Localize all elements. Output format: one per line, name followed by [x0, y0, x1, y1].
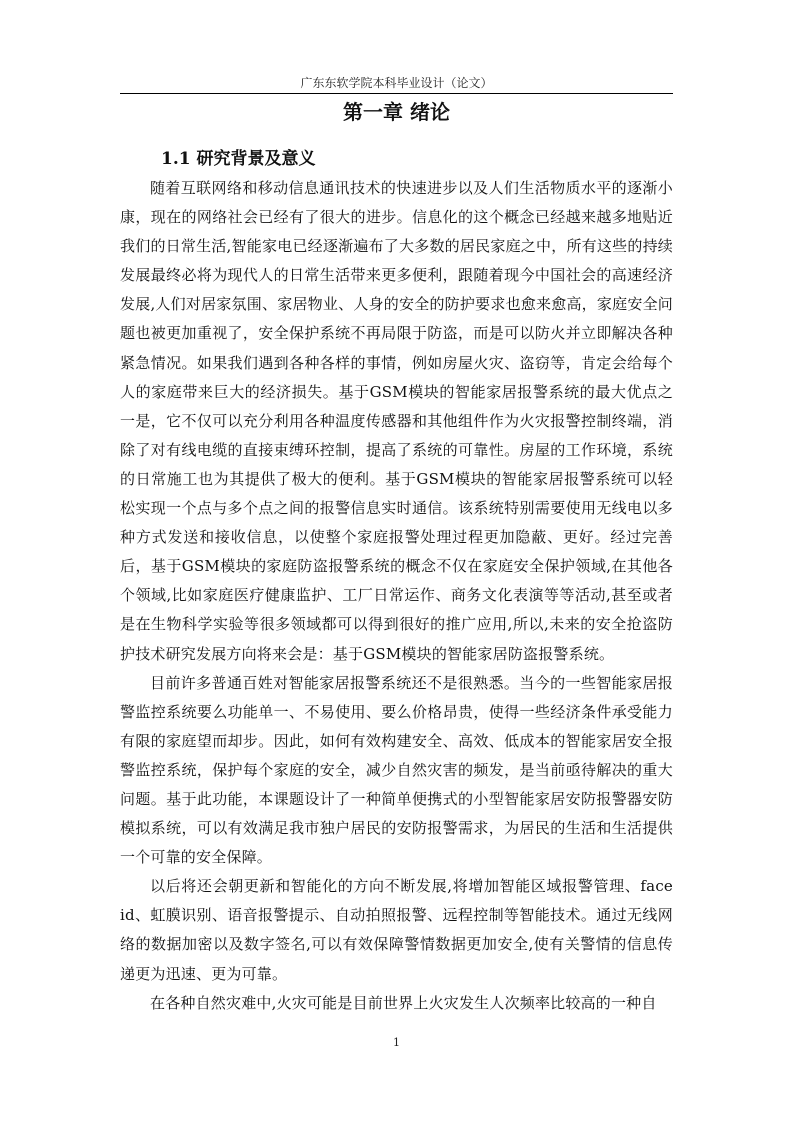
paragraph: 目前许多普通百姓对智能家居报警系统还不是很熟悉。当今的一些智能家居报警监控系统要么功能单一、不易使用、要么价格昂贵，使得一些经济条件承受能力有限的家庭望而却步。因此，如何有效构建安全、高效、低成本的智能家居安全报警监控系统，保护每个家庭的安全，减少自然灾害的频发，是当前亟待解决的重大问题。基于此功能，本课题设计了一种简单便携式的小型智能家居安防报警器安防模拟系统，可以有效满足我市独户居民的安防报警需求，为居民的生活和生活提供一个可靠的安全保障。	[120, 673, 673, 867]
body-text	[120, 174, 673, 1018]
running-header: 广东东软学院本科毕业设计（论文）	[300, 76, 493, 90]
section-title: 1.1 研究背景及意义	[161, 149, 316, 169]
page-number: 1	[393, 1036, 400, 1049]
header-divider	[120, 93, 673, 94]
paragraph: 随着互联网络和移动信息通讯技术的快速进步以及人们生活物质水平的逐渐小康，现在的网络社会已经有了很大的进步。信息化的这个概念已经越来越多地贴近我们的日常生活,智能家电已经逐渐遍布了大多数的居民家庭之中，所有这些的持续发展最终必将为现代人的日常生活带来更多便利，跟随着现今中国社会的高速经济发展,人们对居家氛围、家居物业、人身的安全的防护要求也愈来愈高，家庭安全问题也被更加重视了，安全保护系统不再局限于防盗，而是可以防火并立即解决各种紧急情况。如果我们遇到各种各样的事情，例如房屋火灾、盗窃等，肯定会给每个人的家庭带来巨大的经济损失。基于GSM模块的智能家居报警系统的最大优点之一是，它不仅可以充分利用各种温度传感器和其他组件作为火灾报警控制终端，消除了对有线电缆的直接束缚环控制，提高了系统的可靠性。房屋的工作环境，系统的日常施工也为其提供了极大的便利。基于GSM模块的智能家居报警系统可以轻松实现一个点与多个点之间的报警信息实时通信。该系统特别需要使用无线电以多种方式发送和接收信息，以使整个家庭报警处理过程更加隐蔽、更好。经过完善后，基于GSM模块的家庭防盗报警系统的概念不仅在家庭安全保护领域,在其他各个领域,比如家庭医疗健康监护、工厂日常运作、商务文化表演等等活动,甚至或者是在生物科学实验等很多领域都可以得到很好的推广应用,所以,未来的安全抢盗防护技术研究发展方向将来会是：基于GSM模块的智能家居防盗报警系统。	[120, 179, 673, 663]
paragraph: 在各种自然灾难中,火灾可能是目前世界上火灾发生人次频率比较高的一种自	[150, 993, 657, 1012]
paragraph: 以后将还会朝更新和智能化的方向不断发展,将增加智能区域报警管理、face id、虹膜识别、语音报警提示、自动拍照报警、远程控制等智能技术。通过无线网络的数据加密以及数字签名,可以有效保障警情数据更加安全,使有关警情的信息传递更为迅速、更为可靠。	[120, 877, 673, 983]
chapter-title: 第一章 绪论	[343, 100, 450, 124]
